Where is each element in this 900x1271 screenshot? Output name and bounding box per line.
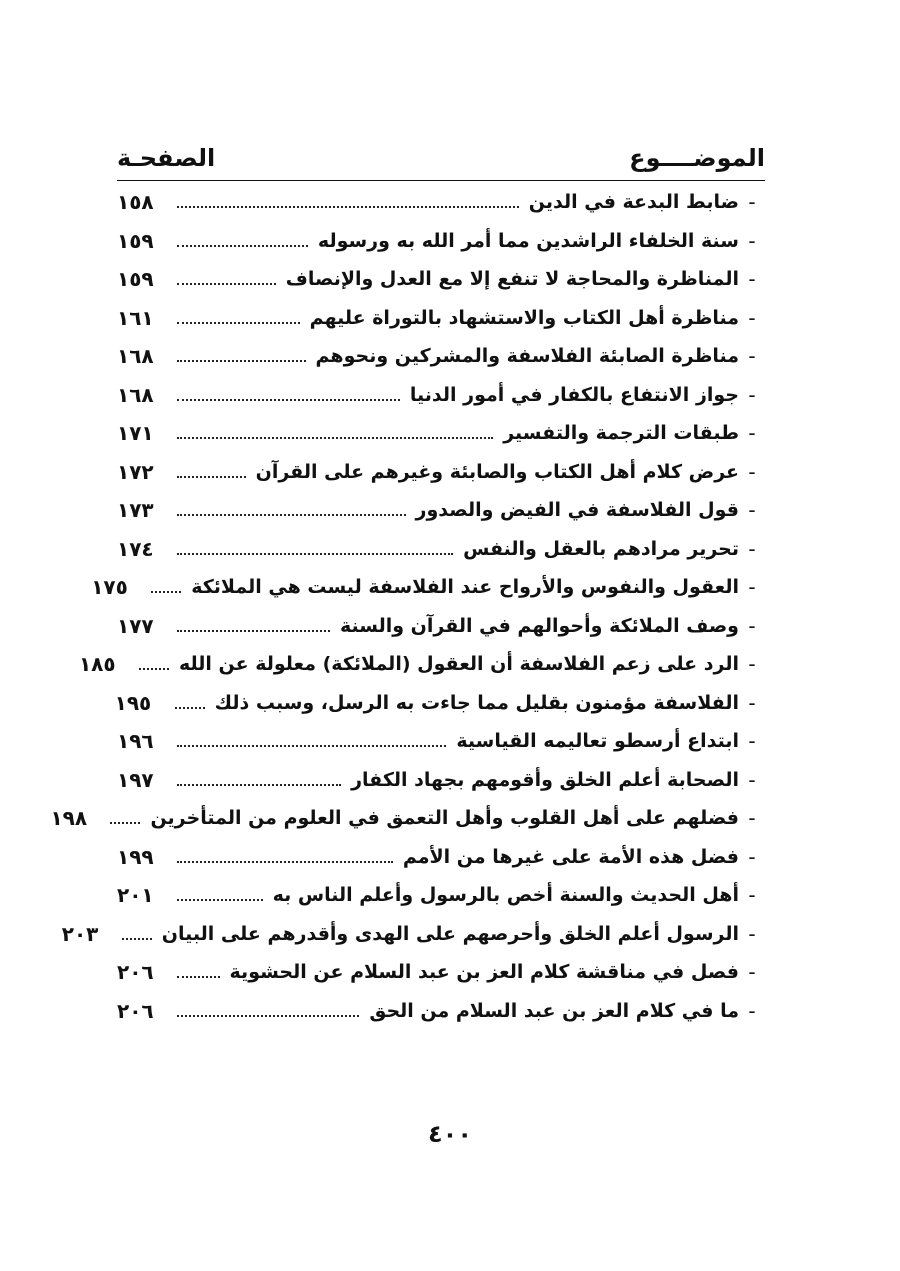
entry-page-number: ٢٠٦ <box>117 998 154 1023</box>
dot-leader <box>177 1015 359 1017</box>
contents-entry <box>117 530 765 569</box>
entry-dash: - <box>748 690 756 715</box>
contents-entry <box>50 799 765 838</box>
contents-entry <box>117 761 765 800</box>
header-rule <box>117 180 765 181</box>
entry-dash: - <box>748 806 756 831</box>
entry-page-number: ١٨٥ <box>78 652 116 677</box>
topic-column-heading: الموضــــوع <box>629 144 765 172</box>
contents-entry <box>117 183 765 222</box>
dot-leader <box>122 938 152 940</box>
entry-page-number: ١٦٨ <box>117 344 154 369</box>
contents-entry <box>61 915 765 954</box>
entry-title: أهل الحديث والسنة أخص بالرسول وأعلم الناس به <box>272 884 739 907</box>
entry-dash: - <box>748 382 756 407</box>
contents-entry <box>117 299 765 338</box>
dot-leader <box>177 514 406 516</box>
entry-page-number: ١٥٨ <box>117 190 154 215</box>
entry-page-number: ٢٠٣ <box>61 921 99 946</box>
dot-leader <box>177 206 519 208</box>
entry-title: وصف الملائكة وأحوالهم في القرآن والسنة <box>339 614 739 637</box>
entry-page-number: ١٩٩ <box>117 844 154 869</box>
entry-page-number: ١٦٨ <box>117 382 154 407</box>
entry-page-number: ١٦١ <box>117 305 154 330</box>
entry-title: تحرير مرادهم بالعقل والنفس <box>463 537 739 560</box>
dot-leader <box>177 322 300 324</box>
dot-leader <box>177 476 246 478</box>
contents-list <box>50 183 765 1030</box>
entry-title: مناظرة أهل الكتاب والاستشهاد بالتوراة عليهم <box>309 306 739 329</box>
entry-page-number: ١٥٩ <box>117 228 154 253</box>
entry-dash: - <box>748 305 756 330</box>
dot-leader <box>177 437 493 439</box>
entry-dash: - <box>748 421 756 446</box>
dot-leader <box>177 283 276 285</box>
page-folio: ٤٠٠ <box>428 1120 472 1148</box>
dot-leader <box>177 976 220 978</box>
entry-page-number: ٢٠٦ <box>117 960 154 985</box>
contents-entry <box>117 491 765 530</box>
contents-entry <box>78 645 765 684</box>
entry-title: الرسول أعلم الخلق وأحرصهم على الهدى وأقدرهم على البيان <box>161 922 739 945</box>
contents-entry <box>117 607 765 646</box>
dot-leader <box>110 822 140 824</box>
entry-title: عرض كلام أهل الكتاب والصابئة وغيرهم على القرآن <box>255 460 739 483</box>
entry-dash: - <box>748 459 756 484</box>
entry-dash: - <box>748 190 756 215</box>
entry-title: ما في كلام العز بن عبد السلام من الحق <box>369 999 739 1022</box>
entry-dash: - <box>748 960 756 985</box>
entry-title: الرد على زعم الفلاسفة أن العقول (الملائكة) معلولة عن الله <box>178 653 739 676</box>
entry-page-number: ٢٠١ <box>117 883 154 908</box>
entry-dash: - <box>748 998 756 1023</box>
entry-dash: - <box>748 536 756 561</box>
contents-entry <box>114 684 765 723</box>
entry-page-number: ١٧٧ <box>117 613 154 638</box>
entry-title: الفلاسفة مؤمنون بقليل مما جاءت به الرسل، وسبب ذلك <box>214 691 739 714</box>
entry-dash: - <box>748 267 756 292</box>
entry-page-number: ١٧٥ <box>91 575 128 600</box>
dot-leader <box>177 899 263 901</box>
entry-page-number: ١٧٤ <box>117 536 154 561</box>
entry-title: ضابط البدعة في الدين <box>528 191 739 214</box>
entry-dash: - <box>748 228 756 253</box>
dot-leader <box>177 861 393 863</box>
entry-title: ابتداع أرسطو تعاليمه القياسية <box>456 730 739 753</box>
entry-page-number: ١٩٥ <box>114 690 152 715</box>
entry-title: سنة الخلفاء الراشدين مما أمر الله به ورسوله <box>317 229 739 252</box>
entry-title: الصحابة أعلم الخلق وأقومهم بجهاد الكفار <box>351 768 739 791</box>
dot-leader <box>177 360 306 362</box>
dot-leader <box>177 399 400 401</box>
dot-leader <box>177 245 308 247</box>
entry-dash: - <box>748 652 756 677</box>
entry-title: فضلهم على أهل القلوب وأهل التعمق في العلوم من المتأخرين <box>150 807 739 830</box>
entry-title: المناظرة والمحاجة لا تنفع إلا مع العدل والإنصاف <box>285 268 739 291</box>
contents-entry <box>117 376 765 415</box>
entry-dash: - <box>748 844 756 869</box>
entry-page-number: ١٧١ <box>117 421 154 446</box>
entry-page-number: ١٩٨ <box>50 806 88 831</box>
entry-dash: - <box>748 575 756 600</box>
entry-page-number: ١٧٣ <box>117 498 154 523</box>
dot-leader <box>151 591 181 593</box>
entry-title: قول الفلاسفة في الفيض والصدور <box>415 499 739 522</box>
dot-leader <box>175 707 205 709</box>
table-header <box>117 138 765 178</box>
page-column-heading: الصفحـة <box>117 144 216 172</box>
dot-leader <box>139 668 169 670</box>
dot-leader <box>177 630 330 632</box>
contents-entry <box>117 838 765 877</box>
entry-title: فضل هذه الأمة على غيرها من الأمم <box>402 845 739 868</box>
entry-dash: - <box>748 883 756 908</box>
entry-dash: - <box>748 729 756 754</box>
contents-entry <box>117 992 765 1031</box>
contents-entry <box>117 337 765 376</box>
contents-entry <box>117 453 765 492</box>
entry-page-number: ١٧٢ <box>117 459 154 484</box>
entry-page-number: ١٩٦ <box>117 729 154 754</box>
entry-title: جواز الانتفاع بالكفار في أمور الدنيا <box>409 383 739 406</box>
entry-title: فصل في مناقشة كلام العز بن عبد السلام عن الحشوية <box>229 961 739 984</box>
entry-dash: - <box>748 921 756 946</box>
contents-entry <box>117 722 765 761</box>
contents-entry <box>117 953 765 992</box>
contents-entry <box>117 414 765 453</box>
entry-title: طبقات الترجمة والتفسير <box>503 422 739 445</box>
entry-title: العقول والنفوس والأرواح عند الفلاسفة ليست هي الملائكة <box>191 576 739 599</box>
entry-dash: - <box>748 344 756 369</box>
entry-title: مناظرة الصابئة الفلاسفة والمشركين ونحوهم <box>315 345 739 368</box>
entry-dash: - <box>748 767 756 792</box>
entry-page-number: ١٥٩ <box>117 267 154 292</box>
dot-leader <box>177 745 446 747</box>
entry-dash: - <box>748 613 756 638</box>
contents-entry <box>117 222 765 261</box>
contents-entry <box>91 568 765 607</box>
entry-page-number: ١٩٧ <box>117 767 154 792</box>
entry-dash: - <box>748 498 756 523</box>
contents-entry <box>117 260 765 299</box>
contents-entry <box>117 876 765 915</box>
dot-leader <box>177 784 341 786</box>
dot-leader <box>177 553 453 555</box>
